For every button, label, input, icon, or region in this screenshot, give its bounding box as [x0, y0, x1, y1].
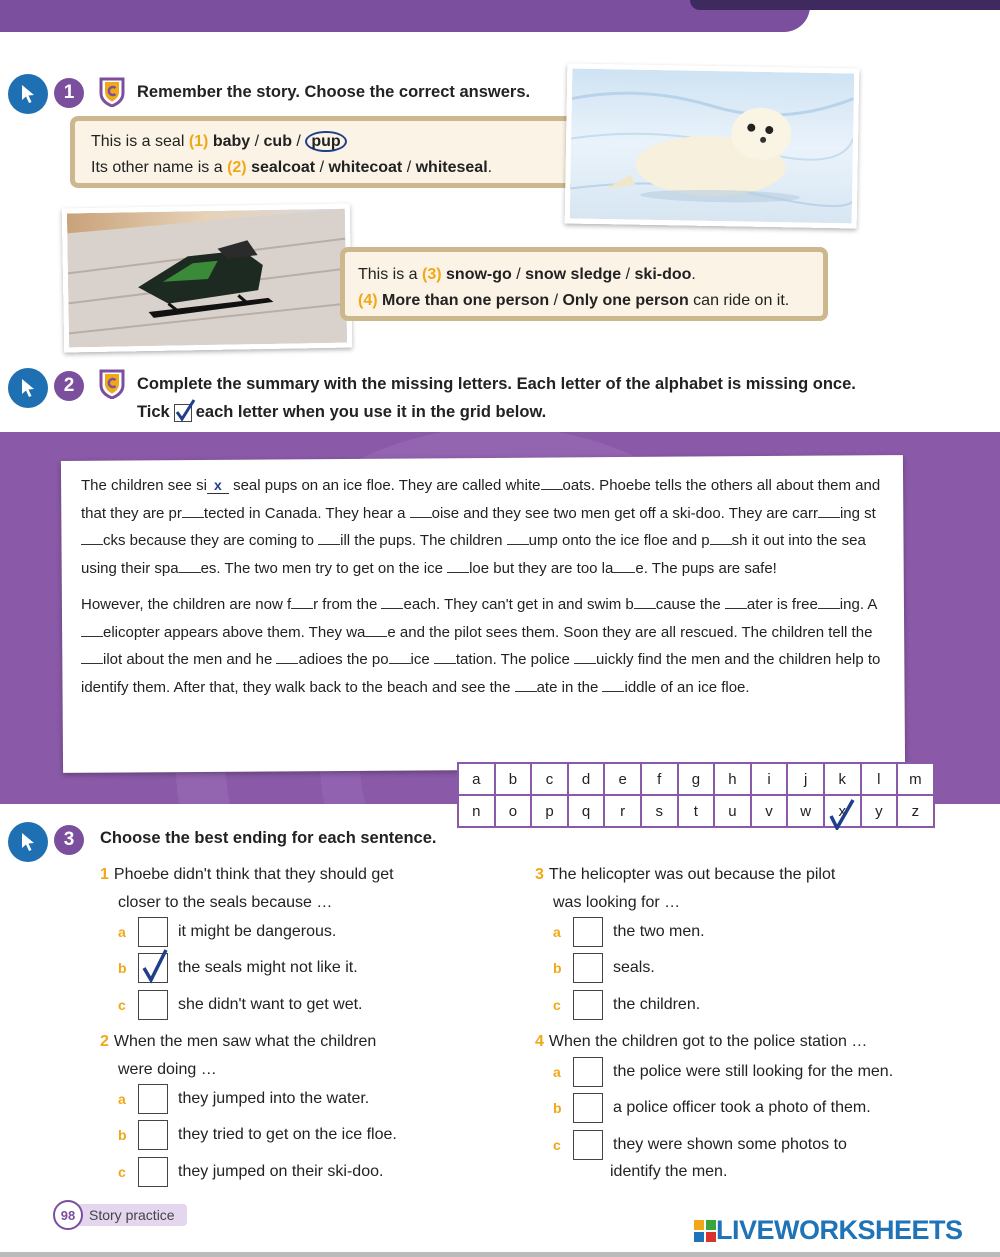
- question-text: Phoebe didn't think that they should get: [113, 866, 394, 883]
- option-letter: a: [553, 1064, 561, 1080]
- question-number: 2: [100, 1033, 109, 1050]
- gap-input-filled[interactable]: x: [207, 476, 229, 494]
- gap-input[interactable]: [507, 527, 529, 545]
- text-segment: ing st: [839, 504, 876, 522]
- text-segment: r from the: [313, 596, 382, 613]
- top-band: [0, 0, 810, 32]
- text-segment: tation. The police: [455, 651, 575, 668]
- grid-cell-t[interactable]: t: [678, 795, 715, 827]
- tick-icon: [141, 948, 169, 984]
- checkbox[interactable]: [138, 1120, 168, 1150]
- liveworksheets-logo: [694, 1215, 963, 1246]
- gap-input[interactable]: [613, 555, 635, 573]
- separator: /: [621, 266, 635, 283]
- grid-cell-x[interactable]: [824, 795, 861, 827]
- checkbox[interactable]: [573, 953, 603, 983]
- gap-input[interactable]: [710, 527, 732, 545]
- gap-input[interactable]: [276, 646, 298, 664]
- grid-cell-w[interactable]: w: [787, 795, 824, 827]
- text-segment: However, the children are now f: [81, 596, 292, 613]
- option-text: seals.: [613, 959, 655, 976]
- option-text: the two men.: [613, 923, 705, 940]
- option-text: they tried to get on the ice floe.: [178, 1126, 397, 1143]
- bottom-divider: [0, 1252, 1000, 1257]
- option-2c[interactable]: whiteseal: [415, 159, 488, 176]
- gap-input[interactable]: [381, 591, 403, 609]
- item-1-label: (1): [188, 133, 209, 150]
- shield-icon: [99, 369, 125, 399]
- grid-cell-b[interactable]: b: [495, 763, 532, 795]
- option-letter: b: [118, 1127, 127, 1143]
- option-4b[interactable]: Only one person: [562, 292, 689, 309]
- text-segment: ate in the: [536, 678, 603, 696]
- ski-doo-photo: [62, 203, 352, 352]
- item-4-label: (4): [358, 292, 378, 309]
- question-text: When the men saw what the children: [113, 1033, 377, 1050]
- checkbox-checked[interactable]: [138, 953, 168, 983]
- option-letter: b: [118, 960, 127, 976]
- grid-cell-c[interactable]: c: [531, 763, 568, 795]
- option-letter: c: [118, 1164, 126, 1180]
- page-badge: [53, 1200, 187, 1230]
- gap-input[interactable]: [818, 591, 840, 609]
- option-text: the seals might not like it.: [178, 959, 358, 976]
- grid-cell-a[interactable]: a: [458, 763, 495, 795]
- gap-input[interactable]: [725, 591, 747, 609]
- text-segment: ing. A: [839, 596, 877, 613]
- option-1c-circled[interactable]: pup: [305, 131, 346, 152]
- gap-input[interactable]: [634, 591, 656, 609]
- exercise-3-cursor-icon[interactable]: [8, 822, 48, 862]
- option-text: she didn't want to get wet.: [178, 996, 363, 1013]
- text-segment: e and the pilot sees them. Soon they are all rescued. The children tell the: [387, 623, 873, 641]
- option-row: [553, 917, 705, 947]
- separator: /: [402, 159, 416, 176]
- gap-input[interactable]: [515, 674, 537, 692]
- text-segment: ater is free: [746, 596, 818, 613]
- exercise-2-number: 2: [54, 371, 84, 401]
- gap-input[interactable]: [447, 555, 469, 573]
- option-row: [118, 1120, 397, 1150]
- exercise-1-box-1: [70, 116, 590, 188]
- option-text: it might be dangerous.: [178, 923, 337, 940]
- option-3b[interactable]: snow sledge: [525, 266, 622, 283]
- separator: /: [291, 133, 306, 150]
- summary-paragraph-2: [81, 591, 881, 701]
- text-segment: uickly find the men and the children help to identify them. After that, they walk back to the beach and see the: [81, 651, 881, 696]
- text-segment: ice: [410, 651, 434, 668]
- grid-cell-q[interactable]: q: [568, 795, 605, 827]
- exercise-1-box-2: [340, 247, 828, 321]
- checkbox[interactable]: [138, 990, 168, 1020]
- period: .: [691, 266, 696, 283]
- question-text-line2: were doing …: [118, 1061, 217, 1078]
- option-row: [118, 953, 358, 983]
- gap-input[interactable]: [410, 500, 432, 518]
- option-text: they jumped on their ski-doo.: [178, 1163, 384, 1180]
- gap-input[interactable]: [434, 646, 456, 664]
- option-row: [118, 1084, 369, 1114]
- gap-input[interactable]: [602, 674, 624, 692]
- grid-cell-u[interactable]: u: [714, 795, 751, 827]
- gap-input[interactable]: [81, 646, 103, 664]
- grid-cell-r[interactable]: r: [604, 795, 641, 827]
- question-3: [535, 861, 935, 917]
- grid-cell-o[interactable]: o: [495, 795, 532, 827]
- option-3c[interactable]: ski-doo: [634, 266, 692, 283]
- option-row: [118, 990, 363, 1020]
- question-number: 4: [535, 1033, 544, 1050]
- checkbox[interactable]: [138, 1157, 168, 1187]
- option-letter: a: [553, 924, 561, 940]
- grid-cell-i[interactable]: i: [751, 763, 788, 795]
- exercise-1-number: 1: [54, 78, 84, 108]
- option-text: the police were still looking for the men.: [613, 1063, 894, 1080]
- page-number: 98: [53, 1200, 83, 1230]
- gap-input[interactable]: [81, 619, 103, 637]
- option-1a[interactable]: baby: [212, 133, 251, 150]
- alphabet-grid-row-1: [458, 763, 934, 795]
- separator: /: [315, 159, 329, 176]
- text-segment: The children see si: [81, 477, 207, 494]
- question-4: [535, 1028, 955, 1056]
- text-segment: cks because they are coming to: [103, 532, 319, 549]
- question-text: The helicopter was out because the pilot: [548, 866, 836, 883]
- text-segment: oise and they see two men get off a ski-doo. They are carr: [431, 504, 818, 522]
- alphabet-grid: [457, 762, 935, 828]
- gap-input[interactable]: [818, 500, 840, 518]
- item-3-label: (3): [422, 266, 442, 283]
- grid-cell-d[interactable]: d: [568, 763, 605, 795]
- option-letter: b: [553, 1100, 562, 1116]
- shield-icon: [99, 77, 125, 107]
- text-segment: elicopter appears above them. They wa: [103, 623, 366, 641]
- option-letter: c: [553, 1137, 561, 1153]
- option-letter: b: [553, 960, 562, 976]
- liveworksheets-logo-text: LIVEWORKSHEETS: [716, 1215, 963, 1245]
- option-row: [553, 1093, 871, 1123]
- question-2: [100, 1028, 500, 1084]
- alphabet-grid-row-2: [458, 795, 934, 827]
- box1-line2-prefix: Its other name is a: [91, 159, 228, 176]
- item-2-label: (2): [227, 159, 247, 176]
- tick-prefix: Tick: [137, 403, 170, 421]
- tick-icon: [829, 798, 855, 830]
- summary-paragraph-1: [81, 472, 881, 582]
- gap-input[interactable]: [81, 527, 103, 545]
- text-segment: loe but they are too la: [469, 559, 614, 577]
- gap-input[interactable]: [291, 591, 313, 609]
- grid-cell-g[interactable]: g: [678, 763, 715, 795]
- text-segment: ill the pups. The children: [340, 532, 507, 549]
- text-segment: sh it out into the sea using their spa: [81, 532, 866, 577]
- option-letter: c: [118, 997, 126, 1013]
- question-text: When the children got to the police station …: [548, 1033, 868, 1050]
- question-number: 1: [100, 866, 109, 883]
- gap-input[interactable]: [365, 619, 387, 637]
- option-letter: a: [118, 1091, 126, 1107]
- option-2a[interactable]: sealcoat: [251, 159, 316, 176]
- question-text-line2: was looking for …: [553, 894, 681, 911]
- text-segment: tected in Canada. They hear a: [203, 504, 410, 522]
- option-letter: c: [553, 997, 561, 1013]
- option-row: [118, 917, 336, 947]
- text-segment: each. They can't get in and swim b: [403, 596, 634, 613]
- top-band-accent: [690, 0, 1000, 10]
- period: .: [487, 159, 493, 176]
- gap-input[interactable]: [574, 646, 596, 664]
- text-segment: oats. Phoebe tells the others all about them and that they are pr: [81, 477, 881, 522]
- grid-cell-e[interactable]: e: [604, 763, 641, 795]
- grid-cell-k[interactable]: k: [824, 763, 861, 795]
- grid-cell-h[interactable]: h: [714, 763, 751, 795]
- question-text-line2: closer to the seals because …: [118, 894, 333, 911]
- box2-line2-suffix: can ride on it.: [688, 292, 790, 309]
- question-1: [100, 861, 500, 917]
- exercise-1-instruction: Remember the story. Choose the correct answers.: [137, 83, 531, 101]
- exercise-3-instruction: Choose the best ending for each sentence.: [100, 829, 437, 847]
- question-number: 3: [535, 866, 544, 883]
- option-1b[interactable]: cub: [263, 133, 292, 150]
- summary-text: [81, 472, 881, 701]
- checkbox[interactable]: [573, 990, 603, 1020]
- exercise-1-cursor-icon[interactable]: [8, 74, 48, 114]
- option-text-line2: identify the men.: [610, 1163, 728, 1180]
- option-text: a police officer took a photo of them.: [613, 1099, 871, 1116]
- grid-cell-n[interactable]: n: [458, 795, 495, 827]
- text-segment: cause the: [655, 596, 725, 613]
- option-text: they jumped into the water.: [178, 1090, 370, 1107]
- option-4a[interactable]: More than one person: [382, 292, 550, 309]
- option-2b[interactable]: whitecoat: [328, 159, 403, 176]
- separator: /: [250, 133, 264, 150]
- checkbox[interactable]: [138, 917, 168, 947]
- option-row: [553, 953, 655, 983]
- text-segment: seal pups on an ice floe. They are called white: [228, 477, 541, 494]
- grid-letter: x: [838, 802, 846, 820]
- option-row: [118, 1157, 383, 1187]
- checkbox[interactable]: [573, 1057, 603, 1087]
- checkbox[interactable]: [573, 1093, 603, 1123]
- option-text: they were shown some photos to: [613, 1136, 847, 1153]
- option-3a[interactable]: snow-go: [446, 266, 512, 283]
- text-segment: iddle of an ice floe.: [624, 678, 750, 696]
- grid-cell-j[interactable]: j: [787, 763, 824, 795]
- grid-cell-m[interactable]: m: [897, 763, 934, 795]
- text-segment: e. The pups are safe!: [635, 559, 777, 577]
- grid-cell-s[interactable]: s: [641, 795, 678, 827]
- grid-cell-z[interactable]: z: [897, 795, 934, 827]
- exercise-2-instruction-line1: Complete the summary with the missing letters. Each letter of the alphabet is missing once.: [137, 375, 856, 393]
- box1-line1-prefix: This is a seal: [91, 133, 189, 150]
- text-segment: es. The two men try to get on the ice: [200, 559, 448, 577]
- tick-suffix: each letter when you use it in the grid below.: [195, 403, 547, 421]
- separator: /: [549, 292, 563, 309]
- liveworksheets-logo-icon: [694, 1220, 716, 1242]
- grid-cell-l[interactable]: l: [861, 763, 898, 795]
- section-label: Story practice: [69, 1204, 187, 1226]
- text-segment: ilot about the men and he: [103, 651, 277, 668]
- grid-cell-f[interactable]: f: [641, 763, 678, 795]
- checkbox[interactable]: [573, 1130, 603, 1160]
- box2-line1-prefix: This is a: [358, 266, 423, 283]
- exercise-2-cursor-icon[interactable]: [8, 368, 48, 408]
- exercise-3-number: 3: [54, 825, 84, 855]
- gap-input[interactable]: [541, 472, 563, 490]
- seal-photo: [565, 63, 860, 228]
- gap-input[interactable]: [318, 527, 340, 545]
- option-text: the children.: [613, 996, 701, 1013]
- gap-input[interactable]: [179, 555, 201, 573]
- option-row: [553, 990, 700, 1020]
- option-letter: a: [118, 924, 126, 940]
- checkbox[interactable]: [573, 917, 603, 947]
- gap-input[interactable]: [389, 646, 411, 664]
- grid-cell-y[interactable]: y: [861, 795, 898, 827]
- option-row: [553, 1130, 847, 1160]
- text-segment: adioes the po: [298, 651, 389, 668]
- gap-input[interactable]: [182, 500, 204, 518]
- exercise-2-instruction-line2: [137, 403, 546, 422]
- checkbox[interactable]: [138, 1084, 168, 1114]
- text-segment: ump onto the ice floe and p: [528, 532, 710, 549]
- separator: /: [511, 266, 526, 283]
- tick-box-icon: [174, 404, 192, 422]
- option-row: [553, 1057, 893, 1087]
- grid-cell-v[interactable]: v: [751, 795, 788, 827]
- grid-cell-p[interactable]: p: [531, 795, 568, 827]
